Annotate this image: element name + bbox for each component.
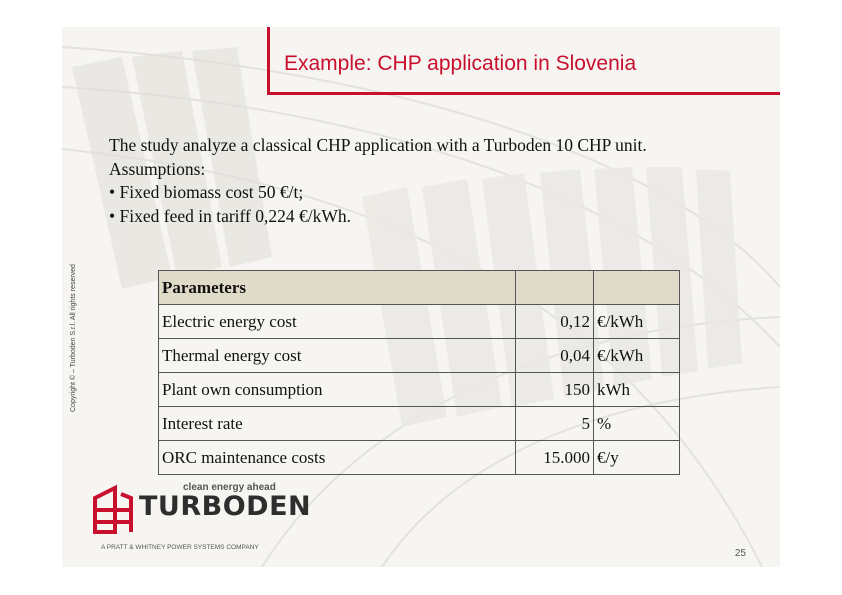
table-header-row [159, 271, 680, 305]
table-row [159, 373, 680, 407]
slide [62, 27, 780, 567]
parameter-value: 150 [516, 373, 594, 407]
parameter-name: Plant own consumption [159, 373, 516, 407]
parameter-value: 15.000 [516, 441, 594, 475]
table-header-cell [516, 271, 594, 305]
turboden-logo [91, 482, 312, 557]
parameter-unit: % [594, 407, 680, 441]
intro-line: The study analyze a classical CHP application with a Turboden 10 CHP unit. [109, 135, 647, 155]
parameter-name: ORC maintenance costs [159, 441, 516, 475]
parameter-unit: €/kWh [594, 305, 680, 339]
logo-name: TURBODEN [139, 491, 312, 522]
parameter-value: 0,12 [516, 305, 594, 339]
table-header-cell: Parameters [159, 271, 516, 305]
bullet-item: • Fixed feed in tariff 0,224 €/kWh. [109, 205, 352, 226]
parameters-table [158, 270, 680, 475]
table-row [159, 407, 680, 441]
table-row [159, 441, 680, 475]
parameter-unit: €/y [594, 441, 680, 475]
parameter-unit: €/kWh [594, 339, 680, 373]
turboden-mark-icon [91, 484, 135, 536]
parameter-name: Electric energy cost [159, 305, 516, 339]
parameter-unit: kWh [594, 373, 680, 407]
logo-subtitle: A PRATT & WHITNEY POWER SYSTEMS COMPANY [101, 544, 259, 551]
page-number: 25 [734, 548, 746, 559]
parameter-name: Thermal energy cost [159, 339, 516, 373]
parameter-value: 5 [516, 407, 594, 441]
assumptions-label: Assumptions: [109, 158, 206, 179]
copyright-notice: Copyright © – Turboden S.r.l. All rights reserved [70, 264, 77, 412]
bullet-item: • Fixed biomass cost 50 €/t; [109, 182, 304, 202]
table-row [159, 305, 680, 339]
slide-title: Example: CHP application in Slovenia [284, 52, 637, 75]
table-row [159, 339, 680, 373]
table-header-cell [594, 271, 680, 305]
intro-text [109, 134, 749, 228]
parameter-value: 0,04 [516, 339, 594, 373]
parameter-name: Interest rate [159, 407, 516, 441]
logo-tagline: clean energy ahead [183, 482, 276, 493]
